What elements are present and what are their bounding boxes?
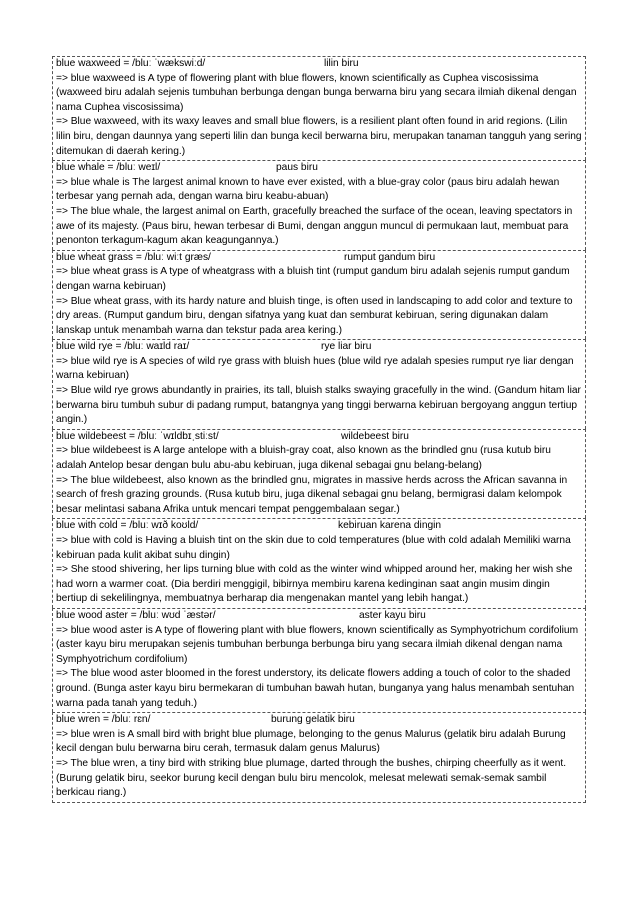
entry-term: blue wren = /bluː rɛn/ [56, 714, 151, 726]
entry-example: => The blue wildebeest, also known as the brindled gnu, migrates in massive herds across the African savanna in search of fresh grazing grounds. (Rusa kutub biru, juga dikenal sebagai gnu belang, bermigrasi dalam kelompok besar melintasi sabana Afrika untuk mencari tempat penggembalaan segar.) [56, 474, 568, 515]
entry-header [56, 609, 583, 624]
entry-header [56, 340, 583, 355]
entry-definition: => blue with cold is Having a bluish tint on the skin due to cold temperatures (blue with cold adalah Memiliki warna kebiruan pada kulit akibat suhu dingin) [56, 535, 571, 561]
entry-term: blue whale = /bluː weɪl/ [56, 162, 161, 174]
entry-translation: wildebeest biru [341, 430, 409, 442]
entry-example: => Blue wild rye grows abundantly in prairies, its tall, bluish stalks swaying gracefully in the wind. (Gandum hitam liar berwarna biru tumbuh subur di padang rumput, batangnya yang tinggi berwarna kebiruan bergoyang anggun tertiup angin.) [56, 385, 581, 426]
entry-blue-wood-aster [52, 608, 586, 712]
entry-term: blue wheat grass = /bluː wiːt græs/ [56, 251, 211, 263]
entry-example: => The blue wren, a tiny bird with striking blue plumage, darted through the bushes, chirping cheerfully as it went. (Burung gelatik biru, seekor burung kecil dengan bulu biru mencolok, melesat melewati semak-semak sambil berkicau riang.) [56, 757, 567, 799]
entry-translation: aster kayu biru [359, 609, 426, 621]
entry-example: => The blue wood aster bloomed in the forest understory, its delicate flowers adding a touch of color to the shaded ground. (Bunga aster kayu biru bermekaran di tumbuhan bawah hutan, bunganya yang halus menambah sentuhan warna pada tanah yang teduh.) [56, 668, 575, 709]
entry-definition: => blue wren is A small bird with bright blue plumage, belonging to the genus Malurus (gelatik biru adalah Burung kecil dengan bulu berwarna biru cerah, termasuk dalam genus Malurus) [56, 728, 566, 755]
entry-definition: => blue whale is The largest animal known to have ever existed, with a blue-gray color (paus biru adalah hewan terbesar yang pernah ada, dengan warna biru keabu-abuan) [56, 176, 560, 203]
entry-definition: => blue wood aster is A type of flowering plant with blue flowers, known scientifically as Symphyotrichum cordifolium (aster kayu biru merupakan sejenis tumbuhan berbunga berbunga biru yang secara ilmiah dikenal dengan nama Symphyotrichum cordifolium) [56, 624, 579, 665]
entry-blue-wren [52, 712, 586, 803]
entry-example: => She stood shivering, her lips turning blue with cold as the winter wind whipped around her, making her wish she had worn a warmer coat. (Dia berdiri menggigil, bibirnya membiru karena kedinginan saat angin musim dingin bertiup di sekelilingnya, membuatnya berharap dia mengenakan mantel yang lebih hangat.) [56, 564, 573, 605]
entry-header [56, 519, 583, 534]
entry-header [56, 161, 583, 176]
entry-translation: rumput gandum biru [344, 251, 436, 263]
entry-blue-whale [52, 160, 586, 250]
entry-blue-wheat-grass [52, 250, 586, 340]
entry-term: blue wood aster = /bluː wʊd ˈæstər/ [56, 609, 216, 621]
entry-header [56, 713, 583, 728]
entry-blue-wild-rye [52, 339, 586, 429]
entry-example: => Blue wheat grass, with its hardy nature and bluish tinge, is often used in landscaping to add color and texture to dry areas. (Rumput gandum biru, dengan sifatnya yang kuat dan semburat kebiruan, sering digunakan dalam lanskap untuk menambah warna dan tekstur pada area kering.) [56, 295, 573, 336]
entry-blue-with-cold [52, 518, 586, 608]
entry-definition: => blue wheat grass is A type of wheatgrass with a bluish tint (rumput gandum biru adalah sejenis rumput gandum dengan warna kebiruan) [56, 266, 570, 292]
entry-translation: burung gelatik biru [271, 714, 355, 726]
entry-definition: => blue wildebeest is A large antelope with a bluish-gray coat, also known as the brindled gnu (rusa kutub biru adalah Antelop besar dengan bulu abu-abu kebiruan, juga dikenal sebagai gnu belang-belang) [56, 445, 551, 472]
entry-translation: lilin biru [324, 58, 359, 69]
entry-header [56, 251, 583, 266]
entry-definition: => blue wild rye is A species of wild rye grass with bluish hues (blue wild rye adalah spesies rumput rye liar dengan warna kebiruan) [56, 355, 574, 382]
entry-blue-waxweed [52, 56, 586, 160]
entry-term: blue wildebeest = /bluː ˈwɪldbɪˌstiːst/ [56, 430, 219, 442]
entry-translation: kebiruan karena dingin [338, 520, 442, 532]
entry-example: => Blue waxweed, with its waxy leaves and small blue flowers, is a resilient plant often found in arid regions. (Lilin lilin biru, dengan daunnya yang seperti lilin dan bunga kecil berwarna biru, merupakan tanaman tangguh yang sering ditemukan di daerah kering.) [56, 116, 582, 157]
entry-definition: => blue waxweed is A type of flowering plant with blue flowers, known scientifically as Cuphea viscosissima (waxweed biru adalah sejenis tumbuhan berbunga dengan bunga berwarna biru yang secara ilmiah dikenal dengan nama Cuphea viscosissima) [56, 72, 577, 113]
entry-translation: paus biru [276, 162, 318, 174]
dictionary-page [52, 56, 586, 803]
entry-blue-wildebeest [52, 429, 586, 519]
entry-term: blue wild rye = /bluː waɪld raɪ/ [56, 341, 190, 353]
entry-header [56, 57, 583, 72]
entry-term: blue waxweed = /bluː ˈwækswiːd/ [56, 58, 206, 69]
entry-translation: rye liar biru [321, 341, 372, 353]
entry-header [56, 430, 583, 445]
entry-term: blue with cold = /bluː wɪð koʊld/ [56, 520, 199, 532]
entry-example: => The blue whale, the largest animal on Earth, gracefully breached the surface of the ocean, leaving spectators in awe of its majesty. (Paus biru, hewan terbesar di Bumi, dengan anggun muncul di permukaan laut, membuat para penonton terkagum-kagum akan keagungannya.) [56, 205, 573, 247]
